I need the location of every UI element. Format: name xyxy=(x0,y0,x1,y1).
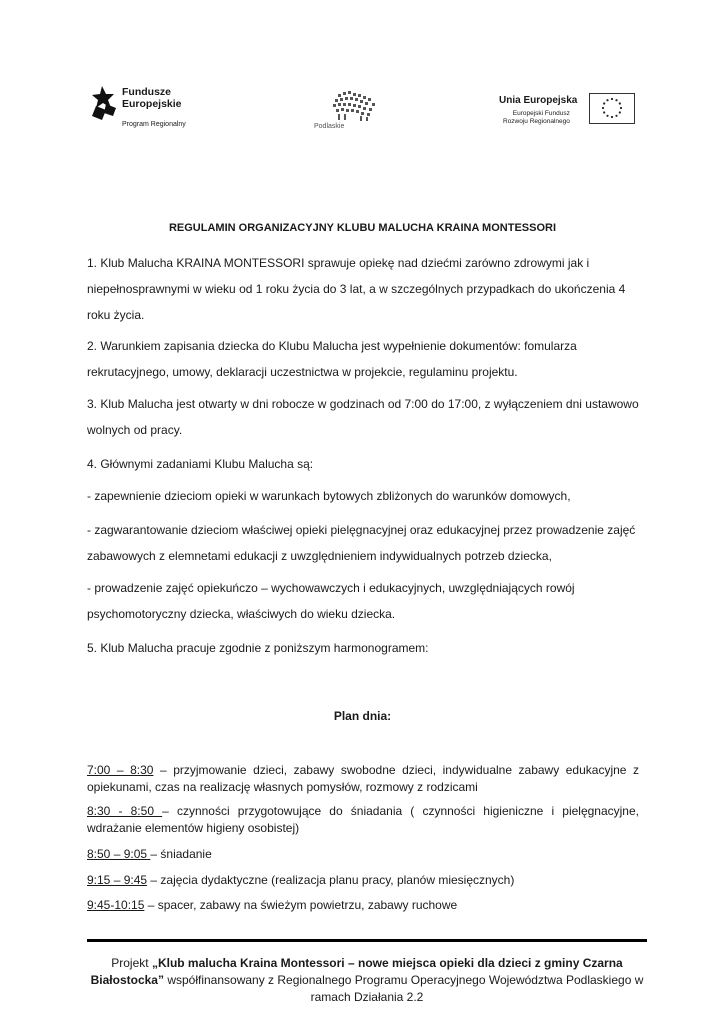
logo-bar xyxy=(0,82,725,132)
podlaskie-label: Podlaskie xyxy=(314,123,345,130)
bison-icon xyxy=(330,90,380,122)
plan-text: – przyjmowanie dzieci, zabawy swobodne dzieci, indywidualne zabawy edukacyjne z opiekunami, czas na realizację własnych pomysłów, rozmowy z rodzicami xyxy=(87,763,639,794)
task-item-2: - zagwarantowanie dzieciom właściwej opieki pielęgnacyjnej oraz edukacyjnej przez prowadzenie zajęć zabawowych z elemnetami edukacji z uwzględnieniem indywidualnych potrzeb dziecka, xyxy=(87,523,636,563)
paragraph-3: 3. Klub Malucha jest otwarty w dni robocze w godzinach od 7:00 do 17:00, z wyłączeniem dni ustawowo wolnych od pracy. xyxy=(87,397,639,437)
plan-text: – czynności przygotowujące do śniadania ( czynności higieniczne i pielęgnacyjne, wdrażanie elementów higieny osobistej) xyxy=(87,804,639,835)
plan-time: 7:00 – 8:30 xyxy=(87,763,154,777)
eu-flag-icon xyxy=(589,93,635,124)
ue-subtitle: Europejski Fundusz Rozwoju Regionalnego xyxy=(503,110,570,125)
task-item-3: - prowadzenie zajęć opiekuńczo – wychowawczych i edukacyjnych, uwzględniających rowój psychomotoryczny dziecka, właściwych do wieku dziecka. xyxy=(87,581,575,621)
paragraph-5: 5. Klub Malucha pracuje zgodnie z poniższym harmonogramem: xyxy=(87,641,429,655)
fe-title: Fundusze Europejskie xyxy=(122,86,182,110)
paragraph-2: 2. Warunkiem zapisania dziecka do Klubu Malucha jest wypełnienie dokumentów: fomularza rekrutacyjnego, umowy, deklaracji uczestnictwa w projekcie, regulaminu projektu. xyxy=(87,339,577,379)
plan-title: Plan dnia: xyxy=(333,709,392,723)
plan-item xyxy=(87,872,639,889)
plan-text: – zajęcia dydaktyczne (realizacja planu pracy, planów miesięcznych) xyxy=(147,873,515,887)
fe-star-icon xyxy=(92,86,118,120)
eu-stars-icon xyxy=(590,94,634,123)
footer xyxy=(87,955,647,1006)
paragraph-1: 1. Klub Malucha KRAINA MONTESSORI sprawuje opiekę nad dziećmi zarówno zdrowymi jak i niepełnosprawnymi w wieku od 1 roku życia do 3 lat, a w szczególnych przypadkach do ukończenia 4 roku życia. xyxy=(87,256,626,322)
footer-divider xyxy=(87,939,647,942)
footer-project-name: „Klub malucha Kraina Montessori – nowe miejsca opieki dla dzieci z gminy Czarna Białostocka” xyxy=(90,956,623,987)
podlaskie-logo xyxy=(314,90,380,134)
footer-rest: współfinansowany z Regionalnego Programu Operacyjnego Województwa Podlaskiego w ramach Działania 2.2 xyxy=(163,973,644,1004)
plan-text: – śniadanie xyxy=(150,847,212,861)
plan-time: 8:50 – 9:05 xyxy=(87,847,151,861)
paragraph-4: 4. Głównymi zadaniami Klubu Malucha są: xyxy=(87,457,314,471)
plan-item xyxy=(87,803,639,837)
fe-subtitle: Program Regionalny xyxy=(122,121,186,128)
document-title: REGULAMIN ORGANIZACYJNY KLUBU MALUCHA KRAINA MONTESSORI xyxy=(168,222,557,234)
plan-text: – spacer, zabawy na świeżym powietrzu, zabawy ruchowe xyxy=(144,898,458,912)
plan-time: 9:45-10:15 xyxy=(87,898,145,912)
plan-item xyxy=(87,846,639,863)
footer-prefix: Projekt xyxy=(111,956,152,970)
task-item-1: - zapewnienie dzieciom opieki w warunkach bytowych zbliżonych do warunków domowych, xyxy=(87,489,571,503)
plan-time: 9:15 – 9:45 xyxy=(87,873,148,887)
plan-item xyxy=(87,897,639,914)
plan-time: 8:30 - 8:50 xyxy=(87,804,163,818)
plan-item xyxy=(87,762,639,796)
ue-title: Unia Europejska xyxy=(499,95,578,106)
